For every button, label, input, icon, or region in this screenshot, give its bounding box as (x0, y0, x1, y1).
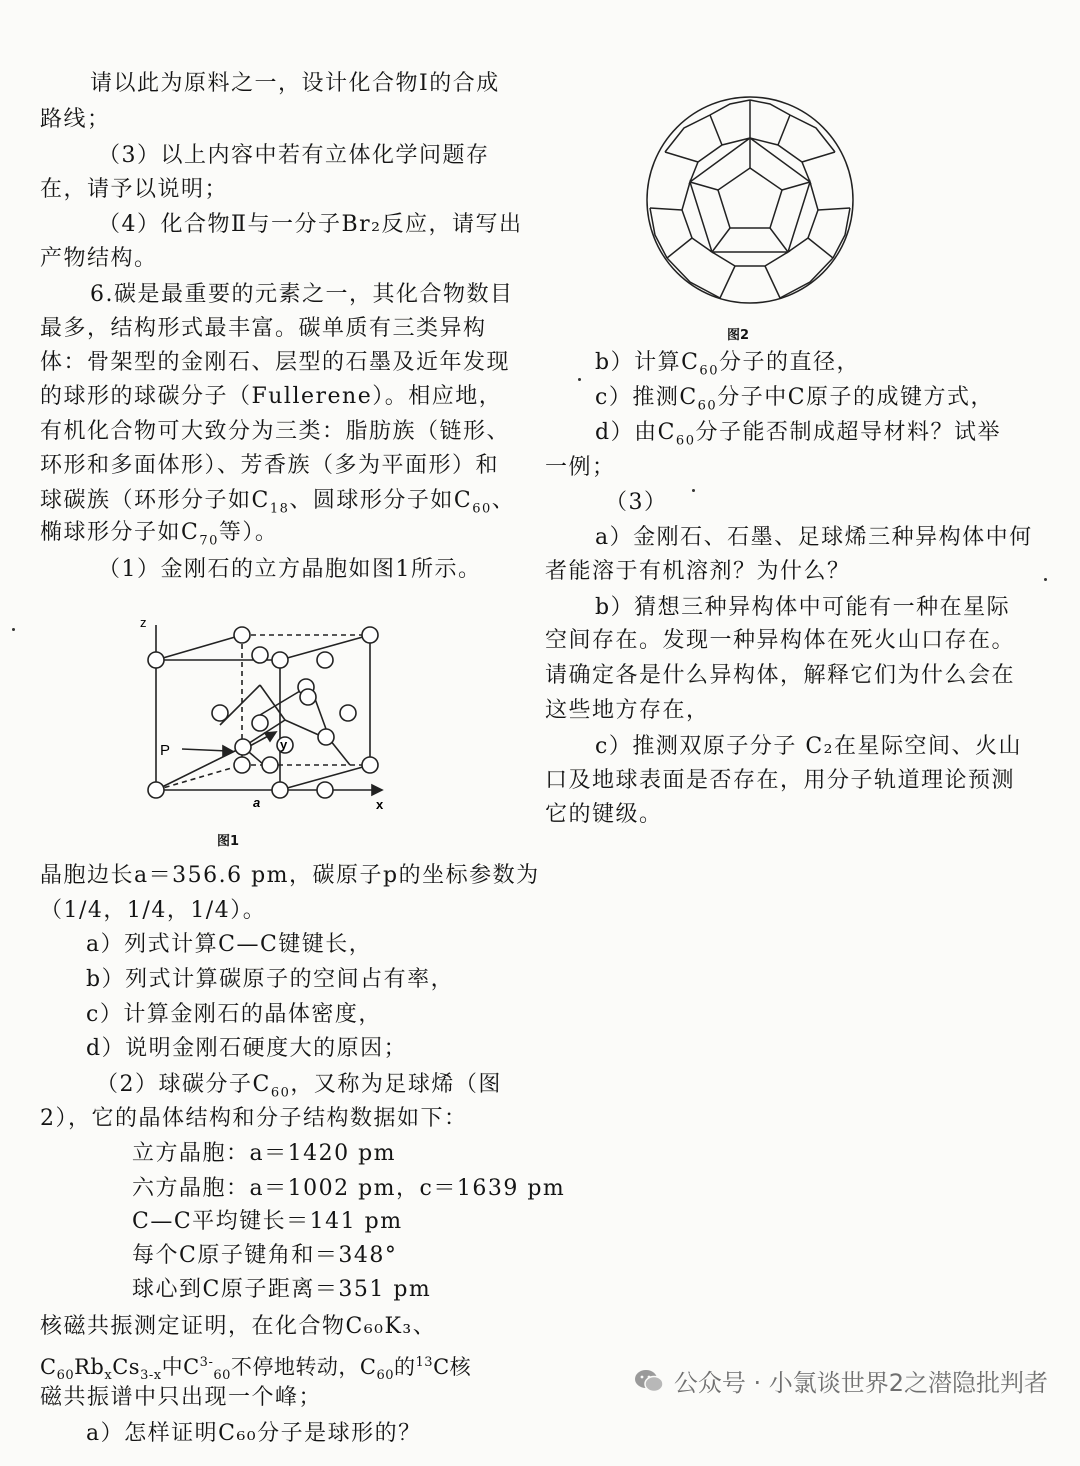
data-line: C—C平均键长＝141 pm (132, 1209, 403, 1234)
atom (148, 782, 164, 798)
central-pentagon (718, 168, 782, 228)
text-line: $C_{60}Rb_xCs_{3-x}$中$C^{3-}_{60}$不停地转动，$C_{60}$的$^{13}$C核 (40, 1355, 472, 1384)
text-line: 者能溶于有机溶剂？为什么？ (545, 559, 851, 584)
text-line: 2），它的晶体结构和分子结构数据如下： (40, 1106, 468, 1131)
scan-speck (692, 489, 695, 492)
data-line: 球心到C原子距离＝351 pm (132, 1277, 432, 1302)
text-line: 口及地球表面是否存在，用分子轨道理论预测 (545, 768, 1016, 793)
scan-speck (12, 628, 15, 631)
edge-label-a: a (253, 795, 261, 810)
atom (362, 757, 378, 773)
text-line: 有机化合物可大致分为三类：脂肪族（链形、 (40, 419, 511, 444)
scan-speck (578, 378, 581, 381)
sub-question: b）计算$C_{60}$分子的直径， (595, 350, 860, 379)
sub-question: c）推测双原子分子 C₂在星际空间、火山 (595, 734, 1022, 759)
text-line: （1）金刚石的立方晶胞如图1所示。 (98, 557, 482, 582)
scan-speck (1044, 578, 1047, 581)
text-line: （1/4，1/4，1/4）。 (40, 898, 267, 923)
text-line: 球碳族（环形分子如$C_{18}$、圆球形分子如$C_{60}$、 (40, 488, 516, 517)
atom (212, 705, 228, 721)
text-line: 最多，结构形式最丰富。碳单质有三类异构 (40, 316, 487, 341)
sub-question: d）说明金刚石硬度大的原因； (86, 1036, 408, 1061)
atom (252, 715, 268, 731)
wechat-icon (634, 1368, 664, 1394)
sub-question: c）计算金刚石的晶体密度， (86, 1002, 382, 1027)
text-line: 它的键级。 (545, 802, 663, 827)
atom (317, 652, 333, 668)
text-line: 体：骨架型的金刚石、层型的石墨及近年发现 (40, 350, 511, 375)
watermark (634, 1363, 1048, 1398)
axis-label-y: y (280, 737, 288, 752)
atom (272, 782, 288, 798)
atom (340, 705, 356, 721)
text-line: 请以此为原料之一，设计化合物Ⅰ的合成 (90, 71, 500, 96)
sub-question: a）怎样证明C₆₀分子是球形的？ (86, 1421, 422, 1446)
axis-label-z: z (140, 615, 147, 630)
atom (300, 689, 316, 705)
atom (318, 729, 334, 745)
atom (262, 757, 278, 773)
sub-question: c）推测$C_{60}$分子中C原子的成键方式， (595, 385, 995, 414)
atom (317, 782, 333, 798)
text-line: 核磁共振测定证明，在化合物C₆₀K₃、 (40, 1314, 437, 1339)
sub-question: a）列式计算C—C键键长， (86, 932, 373, 957)
text-line: 晶胞边长a＝356.6 pm，碳原子p的坐标参数为 (40, 863, 540, 888)
atom (272, 652, 288, 668)
section-label: （3） (605, 490, 668, 515)
data-line: 六方晶胞：a＝1002 pm，c＝1639 pm (132, 1176, 566, 1201)
text-line: 请确定各是什么异构体，解释它们为什么会在 (545, 663, 1016, 688)
text-line: （3）以上内容中若有立体化学问题存 (98, 143, 490, 168)
text-line: （4）化合物Ⅱ与一分子Br₂反应，请写出 (98, 212, 523, 237)
text-line: 空间存在。发现一种异构体在死火山口存在。 (545, 628, 1016, 653)
text-line: 产物结构。 (40, 246, 158, 271)
text-line: （2）球碳分子$C_{60}$，又称为足球烯（图 (96, 1072, 502, 1101)
atom (234, 627, 250, 643)
figure-2-caption: 图2 (727, 328, 750, 343)
atom (148, 652, 164, 668)
watermark-text: 公众号 · 小氯谈世界2之潜隐批判者 (673, 1369, 1048, 1397)
atom-p (235, 739, 251, 755)
text-line: 椭球形分子如$C_{70}$等）。 (40, 520, 279, 549)
data-line: 每个C原子键角和＝348° (132, 1243, 398, 1268)
x-axis-arrow-icon (372, 785, 382, 795)
atom (234, 757, 250, 773)
text-line: 环形和多面体形）、芳香族（多为平面形）和 (40, 453, 500, 478)
diamond-unit-cell-figure (120, 605, 420, 815)
text-line: 磁共振谱中只出现一个峰； (40, 1385, 323, 1410)
axis-label-x: x (376, 797, 384, 812)
text-line: 路线； (40, 107, 111, 132)
text-line: 在，请予以说明； (40, 177, 229, 202)
sub-question: b）猜想三种异构体中可能有一种在星际 (595, 595, 1011, 620)
sub-question: a）金刚石、石墨、足球烯三种异构体中何 (595, 525, 1033, 550)
sub-question: d）由$C_{60}$分子能否制成超导材料？试举 (595, 420, 1001, 449)
text-line: 这些地方存在， (545, 698, 710, 723)
figure-1-caption: 图1 (217, 834, 240, 849)
text-line: 的球形的球碳分子（Fullerene）。相应地， (40, 384, 503, 409)
atom (362, 627, 378, 643)
y-axis-arrow-icon (265, 732, 276, 741)
question-6-line: 6.碳是最重要的元素之一，其化合物数目 (90, 282, 514, 307)
text-line: 一例； (545, 455, 616, 480)
atom (252, 647, 268, 663)
atom-label-p: P (160, 742, 171, 759)
sub-question: b）列式计算碳原子的空间占有率， (86, 967, 455, 992)
data-line: 立方晶胞：a＝1420 pm (132, 1141, 397, 1166)
c60-fullerene-figure (640, 90, 860, 310)
